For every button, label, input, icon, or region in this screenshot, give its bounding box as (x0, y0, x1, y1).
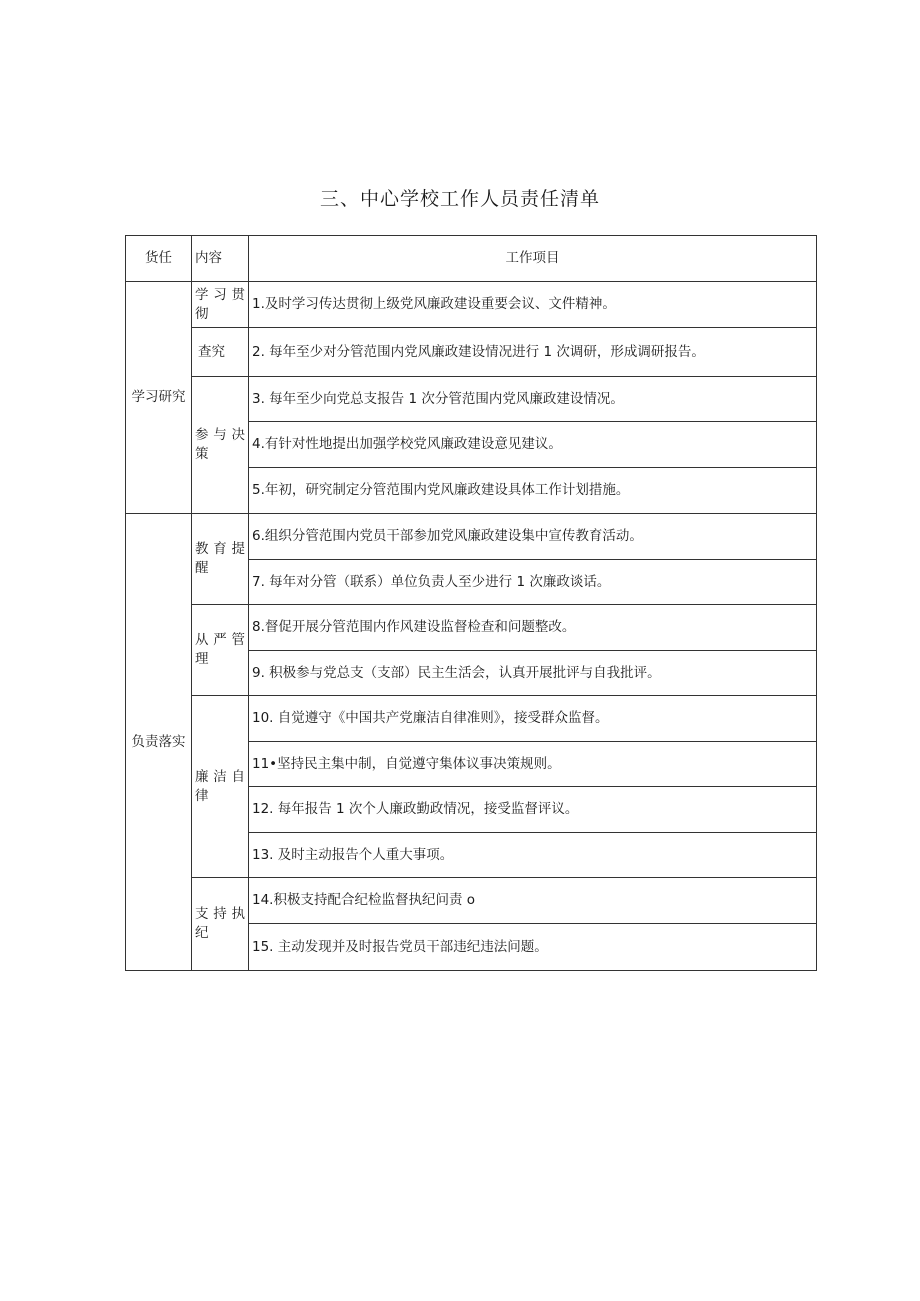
table-row (126, 328, 817, 377)
table-row (126, 514, 817, 560)
work-item: 14.积极支持配合纪检监督执纪问责 o (249, 878, 817, 924)
work-item: 12. 每年报告 1 次个人廉政勤政情况，接受监督评议。 (249, 787, 817, 833)
content-cell: 查究 (192, 328, 249, 377)
responsibility-table (125, 235, 817, 971)
content-cell: 从严管理 (192, 605, 249, 696)
header-content: 内容 (192, 236, 249, 282)
work-item: 9. 积极参与党总支（支部）民主生活会，认真开展批评与自我批评。 (249, 651, 817, 696)
work-item: 5.年初，研究制定分管范围内党风廉政建设具体工作计划措施。 (249, 468, 817, 514)
work-item: 7. 每年对分管（联系）单位负责人至少进行 1 次廉政谈话。 (249, 560, 817, 605)
work-item: 3. 每年至少向党总支报告 1 次分管范围内党风廉政建设情况。 (249, 377, 817, 422)
work-item: 1.及时学习传达贯彻上级党风廉政建设重要会议、文件精神。 (249, 282, 817, 328)
header-work-items: 工作项目 (249, 236, 817, 282)
content-cell: 廉洁自律 (192, 696, 249, 878)
content-cell: 教育提醒 (192, 514, 249, 605)
work-item: 15. 主动发现并及时报告党员干部违纪违法问题。 (249, 924, 817, 971)
work-item: 4.有针对性地提出加强学校党风廉政建设意见建议。 (249, 422, 817, 468)
responsibility-cell: 学习研究 (126, 282, 192, 514)
table-row (126, 282, 817, 328)
work-item: 10. 自觉遵守《中国共产党廉洁自律准则》，接受群众监督。 (249, 696, 817, 742)
page-title: 三、中心学校工作人员责任清单 (319, 188, 600, 210)
content-cell: 参与决策 (192, 377, 249, 514)
table-row (126, 878, 817, 924)
header-responsibility: 货任 (126, 236, 192, 282)
header-row (126, 236, 817, 282)
work-item: 11•坚持民主集中制，自觉遵守集体议事决策规则。 (249, 742, 817, 787)
work-item: 13. 及时主动报告个人重大事项。 (249, 833, 817, 878)
table-row (126, 696, 817, 742)
table-row (126, 377, 817, 422)
table-row (126, 605, 817, 651)
work-item: 8.督促开展分管范围内作风建设监督检查和问题整改。 (249, 605, 817, 651)
work-item: 2. 每年至少对分管范围内党风廉政建设情况进行 1 次调研，形成调研报告。 (249, 328, 817, 377)
content-cell: 支持执纪 (192, 878, 249, 971)
work-item: 6.组织分管范围内党员干部参加党风廉政建设集中宣传教育活动。 (249, 514, 817, 560)
content-cell: 学习贯彻 (192, 282, 249, 328)
responsibility-cell: 负责落实 (126, 514, 192, 971)
